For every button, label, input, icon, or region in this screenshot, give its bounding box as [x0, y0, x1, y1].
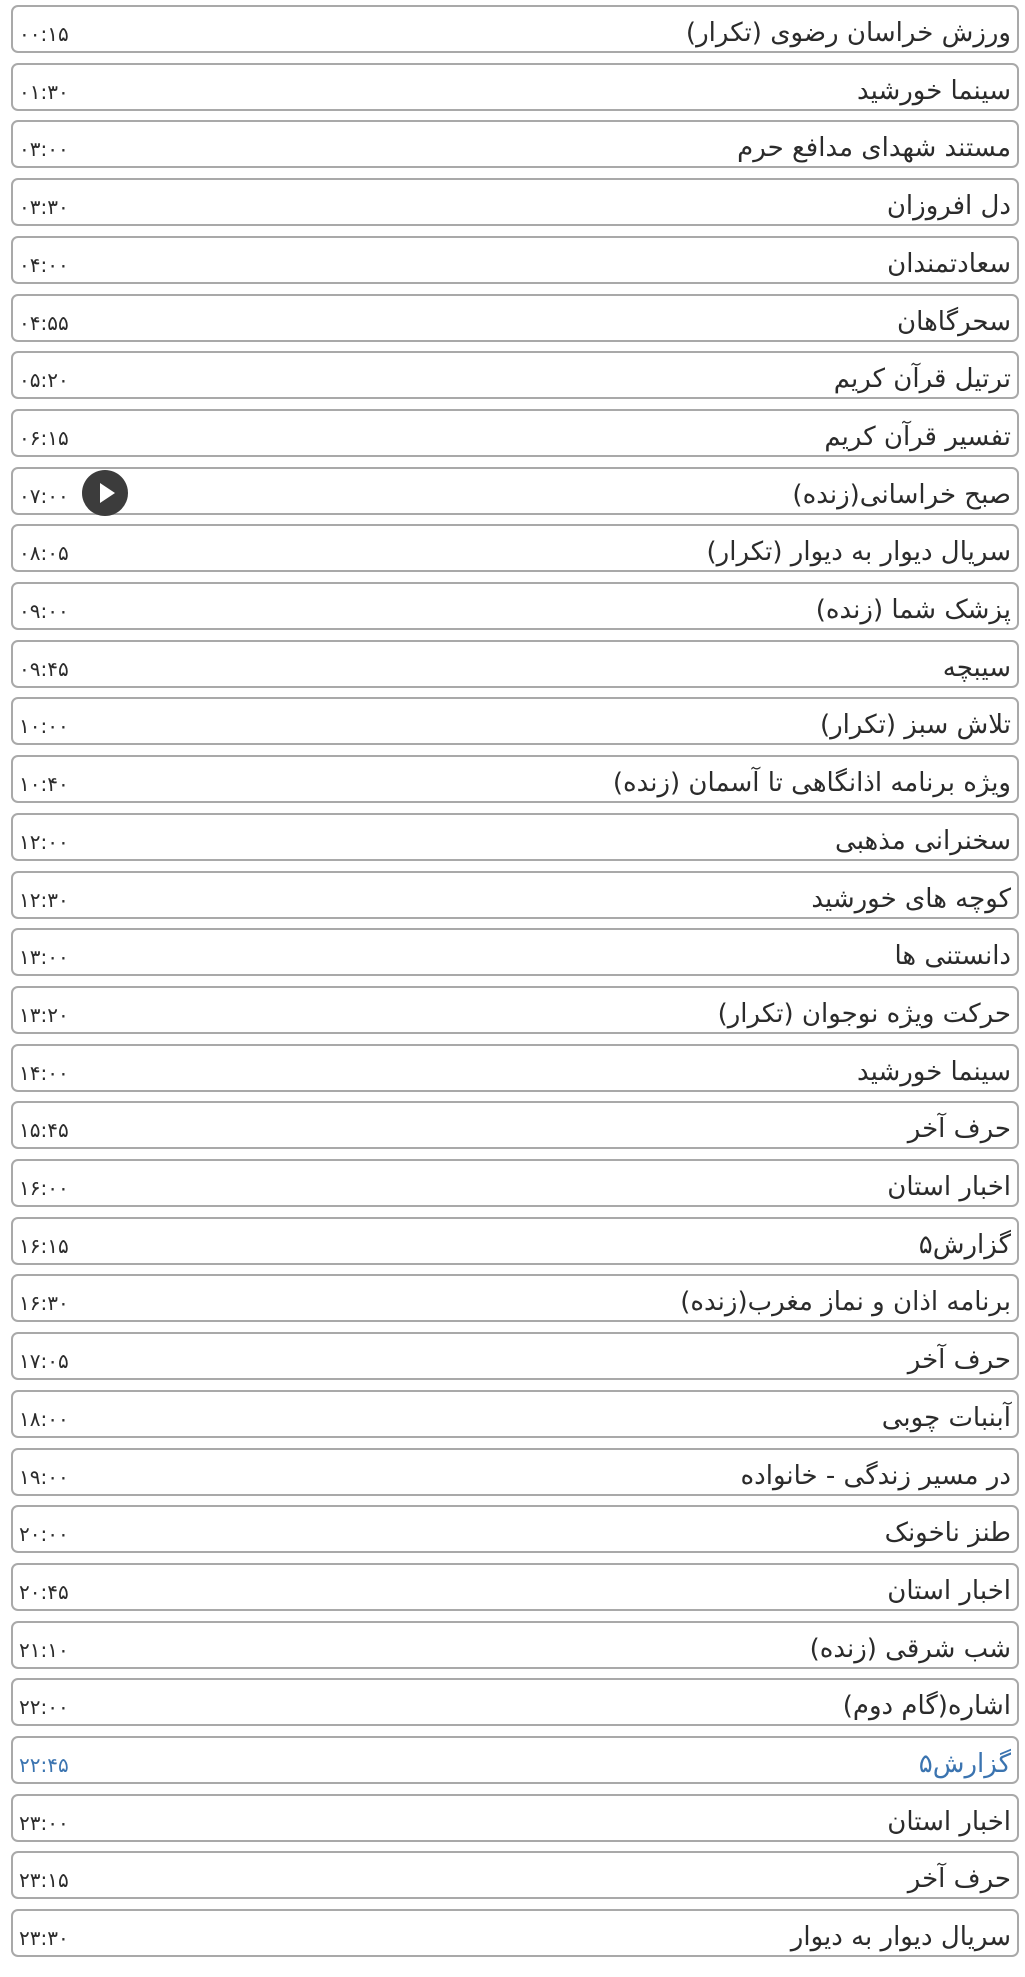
schedule-row[interactable]: [11, 1217, 1019, 1265]
program-title: ترتیل قرآن کریم: [833, 364, 1011, 394]
schedule-row[interactable]: [11, 986, 1019, 1034]
program-title: گزارش۵: [918, 1749, 1011, 1779]
program-time: ۱۶:۱۵: [19, 1234, 69, 1258]
program-title: سریال دیوار به دیوار: [790, 1922, 1011, 1952]
program-title: دل افروزان: [886, 191, 1011, 221]
program-title: سعادتمندان: [887, 249, 1011, 279]
schedule-row[interactable]: [11, 1044, 1019, 1092]
program-time: ۱۴:۰۰: [19, 1061, 69, 1085]
schedule-row[interactable]: [11, 1332, 1019, 1380]
program-time: ۱۵:۴۵: [19, 1118, 69, 1142]
schedule-row[interactable]: [11, 871, 1019, 919]
program-time: ۱۳:۰۰: [19, 945, 69, 969]
schedule-row[interactable]: [11, 524, 1019, 572]
program-time: ۲۱:۱۰: [19, 1638, 69, 1662]
schedule-row[interactable]: [11, 1159, 1019, 1207]
schedule-row[interactable]: [11, 63, 1019, 111]
program-title: ویژه برنامه اذانگاهی تا آسمان (زنده): [612, 768, 1011, 798]
program-title: در مسیر زندگی - خانواده: [740, 1461, 1011, 1491]
program-time: ۱۶:۳۰: [19, 1291, 69, 1315]
schedule-row[interactable]: [11, 351, 1019, 399]
schedule-row[interactable]: [11, 1448, 1019, 1496]
schedule-row[interactable]: [11, 1390, 1019, 1438]
program-time: ۲۲:۰۰: [19, 1695, 69, 1719]
schedule-row[interactable]: [11, 1909, 1019, 1957]
program-time: ۲۰:۰۰: [19, 1522, 69, 1546]
program-time: ۰۸:۰۵: [19, 541, 69, 565]
schedule-row[interactable]: [11, 1505, 1019, 1553]
schedule-row-current[interactable]: [11, 1736, 1019, 1784]
play-icon[interactable]: [82, 470, 128, 516]
program-title: گزارش۵: [918, 1230, 1011, 1260]
program-title: تفسیر قرآن کریم: [824, 422, 1011, 452]
program-time: ۱۰:۰۰: [19, 714, 69, 738]
program-title: برنامه اذان و نماز مغرب(زنده): [680, 1287, 1011, 1317]
program-time: ۰۴:۵۵: [19, 311, 69, 335]
program-time: ۰۰:۱۵: [19, 22, 69, 46]
program-time: ۰۱:۳۰: [19, 80, 69, 104]
program-title: سحرگاهان: [897, 307, 1011, 337]
program-title: اشاره(گام دوم): [842, 1691, 1011, 1721]
program-title: اخبار استان: [887, 1576, 1011, 1606]
schedule-row[interactable]: [11, 813, 1019, 861]
program-title: آبنبات چوبی: [881, 1403, 1011, 1433]
program-title: تلاش سبز (تکرار): [819, 710, 1011, 740]
schedule-row[interactable]: [11, 697, 1019, 745]
program-title: ورزش خراسان رضوی (تکرار): [685, 18, 1011, 48]
schedule-row[interactable]: [11, 236, 1019, 284]
program-time: ۱۲:۰۰: [19, 830, 69, 854]
program-time: ۱۰:۴۰: [19, 772, 69, 796]
schedule-row[interactable]: [11, 928, 1019, 976]
program-time: ۰۹:۴۵: [19, 657, 69, 681]
program-title: مستند شهدای مدافع حرم: [737, 133, 1011, 163]
schedule-row[interactable]: [11, 1101, 1019, 1149]
program-time: ۰۴:۰۰: [19, 253, 69, 277]
schedule-row[interactable]: [11, 640, 1019, 688]
program-title: حرف آخر: [907, 1345, 1011, 1375]
program-time: ۰۷:۰۰: [19, 484, 69, 508]
schedule-row[interactable]: [11, 1274, 1019, 1322]
schedule-row[interactable]: [11, 294, 1019, 342]
program-title: اخبار استان: [887, 1807, 1011, 1837]
program-title: حرف آخر: [907, 1864, 1011, 1894]
schedule-row[interactable]: [11, 1678, 1019, 1726]
schedule-row[interactable]: [11, 755, 1019, 803]
program-time: ۲۰:۴۵: [19, 1580, 69, 1604]
program-time: ۰۵:۲۰: [19, 368, 69, 392]
program-title: طنز ناخونک: [884, 1518, 1011, 1548]
program-time: ۱۹:۰۰: [19, 1465, 69, 1489]
program-title: شب شرقی (زنده): [809, 1634, 1011, 1664]
program-time: ۰۹:۰۰: [19, 599, 69, 623]
program-title: حرکت ویژه نوجوان (تکرار): [717, 999, 1011, 1029]
program-title: دانستنی ها: [894, 941, 1011, 971]
program-time: ۱۷:۰۵: [19, 1349, 69, 1373]
schedule-row[interactable]: [11, 582, 1019, 630]
program-title: حرف آخر: [907, 1114, 1011, 1144]
schedule-row[interactable]: [11, 5, 1019, 53]
schedule-row[interactable]: [11, 409, 1019, 457]
schedule-row[interactable]: [11, 467, 1019, 515]
program-time: ۱۳:۲۰: [19, 1003, 69, 1027]
program-time: ۰۳:۰۰: [19, 137, 69, 161]
program-title: صبح خراسانی(زنده): [792, 480, 1011, 510]
program-time: ۰۶:۱۵: [19, 426, 69, 450]
program-time: ۲۳:۱۵: [19, 1868, 69, 1892]
program-time: ۱۲:۳۰: [19, 888, 69, 912]
program-title: سیبچه: [942, 653, 1011, 683]
program-title: سینما خورشید: [856, 76, 1011, 106]
schedule-row[interactable]: [11, 1621, 1019, 1669]
program-time: ۲۳:۳۰: [19, 1926, 69, 1950]
program-time: ۱۸:۰۰: [19, 1407, 69, 1431]
program-time: ۲۲:۴۵: [19, 1753, 69, 1777]
program-title: سینما خورشید: [856, 1057, 1011, 1087]
program-title: پزشک شما (زنده): [815, 595, 1011, 625]
schedule-row[interactable]: [11, 1851, 1019, 1899]
program-time: ۰۳:۳۰: [19, 195, 69, 219]
schedule-row[interactable]: [11, 120, 1019, 168]
program-title: اخبار استان: [887, 1172, 1011, 1202]
schedule-row[interactable]: [11, 178, 1019, 226]
schedule-row[interactable]: [11, 1563, 1019, 1611]
program-title: کوچه های خورشید: [811, 884, 1011, 914]
program-time: ۲۳:۰۰: [19, 1811, 69, 1835]
program-title: سریال دیوار به دیوار (تکرار): [706, 537, 1011, 567]
program-title: سخنرانی مذهبی: [835, 826, 1011, 856]
program-time: ۱۶:۰۰: [19, 1176, 69, 1200]
schedule-row[interactable]: [11, 1794, 1019, 1842]
